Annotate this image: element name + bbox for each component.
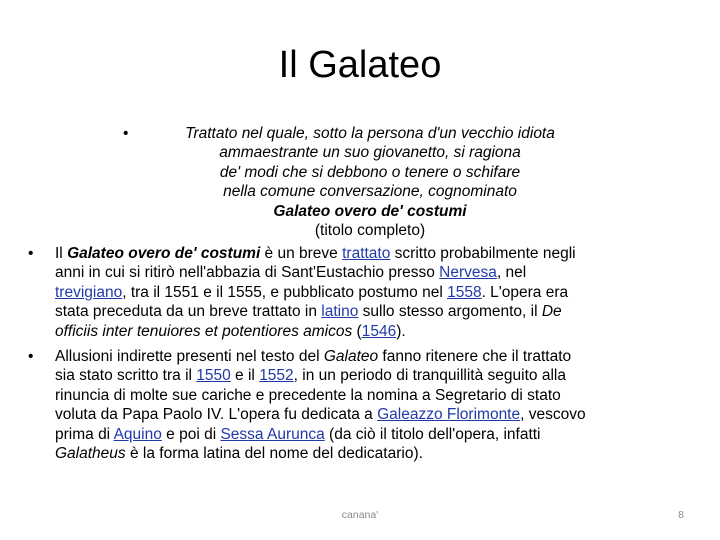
text-line: ammaestrante un suo giovanetto, si ragiona xyxy=(219,144,521,162)
text-run: ( xyxy=(352,322,362,340)
link-aquino[interactable]: Aquino xyxy=(113,425,162,443)
bullet-description xyxy=(28,244,576,341)
text-run: fanno ritenere che il trattato xyxy=(378,348,572,365)
text-run: , vescovo xyxy=(520,406,586,424)
text-run: . L'opera era xyxy=(481,283,569,301)
text-line xyxy=(55,283,576,302)
bullet-full-title xyxy=(123,124,590,240)
text-line: rinuncia di molte sue cariche e precedente la nomina a Segretario di stato xyxy=(55,386,561,404)
text-line: Galateo overo de' costumi xyxy=(273,202,467,220)
link-trattato[interactable]: trattato xyxy=(342,245,391,262)
text-run: (da ciò il titolo dell'opera, infatti xyxy=(324,425,541,443)
text-run: sullo stesso argomento, il xyxy=(358,303,542,321)
text-run: anni in cui si ritirò nell'abbazia di Sant'Eustachio presso xyxy=(55,264,440,282)
link-1550[interactable]: 1550 xyxy=(196,367,231,385)
text-run: Galateo xyxy=(323,348,379,365)
bullet-dot: • xyxy=(28,245,34,262)
text-line: nella comune conversazione, cognominato xyxy=(223,183,517,201)
bullet-dot: • xyxy=(28,348,34,365)
text-run: è un breve xyxy=(260,245,343,262)
text-line xyxy=(55,347,586,366)
text-line xyxy=(55,444,586,463)
text-run: e poi di xyxy=(161,425,221,443)
link-galeazzo-florimonte[interactable]: Galeazzo Florimonte xyxy=(377,406,521,424)
text-line xyxy=(55,322,576,341)
text-run: voluta da Papa Paolo IV. L'opera fu dedicata a xyxy=(55,406,378,424)
text-line xyxy=(55,405,586,424)
text-run: ). xyxy=(396,322,406,340)
bullet-allusions xyxy=(28,347,586,463)
footer-text: canana' xyxy=(341,509,379,521)
text-run: De xyxy=(541,303,562,321)
text-run: è la forma latina del nome del dedicatario). xyxy=(125,445,423,463)
link-nervesa[interactable]: Nervesa xyxy=(439,264,497,282)
text-run: sia stato scritto tra il xyxy=(55,367,197,385)
text-run: Galatheus xyxy=(55,445,126,463)
link-1546[interactable]: 1546 xyxy=(361,322,397,340)
text-line xyxy=(55,302,576,321)
link-trevigiano[interactable]: trevigiano xyxy=(55,283,123,301)
link-1558[interactable]: 1558 xyxy=(447,283,482,301)
bullet-dot: • xyxy=(123,125,129,142)
text-run: Allusioni indirette presenti nel testo del xyxy=(55,348,324,365)
link-sessa-aurunca[interactable]: Sessa Aurunca xyxy=(220,425,325,443)
text-run: , nel xyxy=(496,264,527,282)
text-run: prima di xyxy=(55,425,114,443)
link-latino[interactable]: latino xyxy=(321,303,359,321)
link-1552[interactable]: 1552 xyxy=(259,367,294,385)
text-run: officiis inter tenuiores et potentiores amicos xyxy=(55,322,353,340)
text-line: de' modi che si debbono o tenere o schifare xyxy=(219,163,521,181)
text-run: , tra il 1551 e il 1555, e pubblicato postumo nel xyxy=(122,283,448,301)
text-line xyxy=(55,425,586,444)
text-line xyxy=(55,366,586,385)
text-run: Il xyxy=(55,245,68,262)
text-run: Galateo overo de' costumi xyxy=(67,245,261,262)
text-run: scritto probabilmente negli xyxy=(390,245,576,262)
text-run: stata preceduta da un breve trattato in xyxy=(55,303,322,321)
text-run: , in un periodo di tranquillità seguito alla xyxy=(293,367,566,385)
text-run: e il xyxy=(230,367,260,385)
text-line: Trattato nel quale, sotto la persona d'un vecchio idiota xyxy=(185,125,555,142)
slide-title: Il Galateo xyxy=(278,44,442,86)
text-line xyxy=(55,244,576,263)
text-line: (titolo completo) xyxy=(314,222,426,240)
text-line xyxy=(55,263,576,282)
page-number: 8 xyxy=(678,509,684,521)
